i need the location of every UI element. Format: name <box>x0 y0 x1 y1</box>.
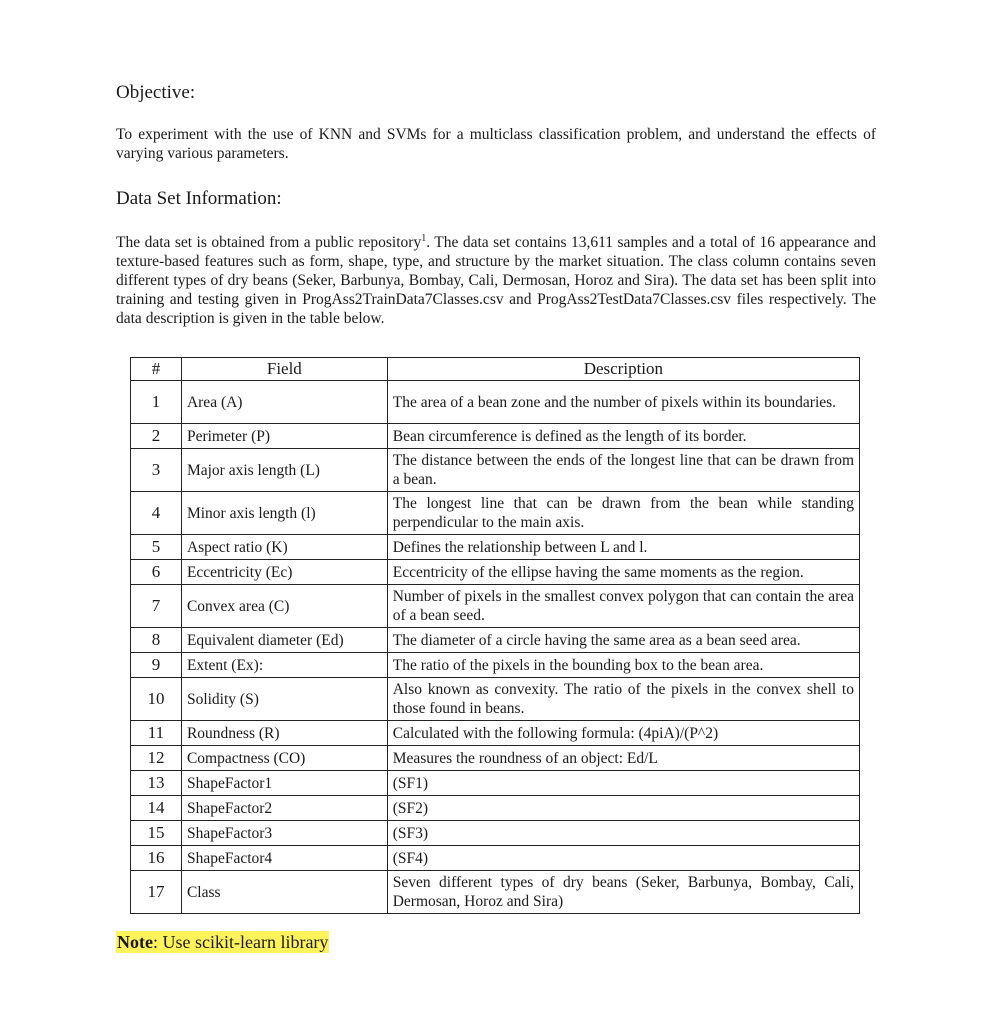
row-field: Solidity (S) <box>181 678 387 721</box>
table-row <box>131 492 860 535</box>
row-number: 8 <box>131 628 182 653</box>
row-field: Class <box>181 871 387 914</box>
table-row <box>131 628 860 653</box>
row-description: Seven different types of dry beans (Seker, Barbunya, Bombay, Cali, Dermosan, Horoz and Sira) <box>387 871 859 914</box>
note-label: Note <box>117 932 153 952</box>
table-row <box>131 535 860 560</box>
row-number: 5 <box>131 535 182 560</box>
header-description: Description <box>387 358 859 381</box>
header-number: # <box>131 358 182 381</box>
row-number: 2 <box>131 424 182 449</box>
table-row <box>131 381 860 424</box>
table-row <box>131 821 860 846</box>
row-description: (SF2) <box>387 796 859 821</box>
row-field: ShapeFactor2 <box>181 796 387 821</box>
footnote-marker: 1 <box>421 232 427 244</box>
row-field: Aspect ratio (K) <box>181 535 387 560</box>
row-number: 3 <box>131 449 182 492</box>
row-field: Extent (Ex): <box>181 653 387 678</box>
dataset-text-part-2: . The data set contains 13,611 samples and a total of 16 appearance and texture-based features such as form, shape, type, and structure by the market situation. The class column contains seven different types of dry beans (Seker, Barbunya, Bombay, Cali, Dermosan, Horoz and Sira). The data set has been split into training and testing given in ProgAss2TrainData7Classes.csv and ProgAss2TestData7Classes.csv files respectively. The data description is given in the table below. <box>116 234 876 327</box>
row-description: The longest line that can be drawn from the bean while standing perpendicular to the main axis. <box>387 492 859 535</box>
row-field: Compactness (CO) <box>181 746 387 771</box>
table-row <box>131 746 860 771</box>
objective-heading: Objective: <box>116 82 196 103</box>
row-field: Equivalent diameter (Ed) <box>181 628 387 653</box>
objective-text: To experiment with the use of KNN and SVMs for a multiclass classification problem, and understand the effects of varying various parameters. <box>116 126 876 162</box>
row-description: Also known as convexity. The ratio of the pixels in the convex shell to those found in beans. <box>387 678 859 721</box>
row-number: 12 <box>131 746 182 771</box>
row-description: Bean circumference is defined as the length of its border. <box>387 424 859 449</box>
row-description: The area of a bean zone and the number of pixels within its boundaries. <box>387 381 859 424</box>
table-row <box>131 449 860 492</box>
row-field: Area (A) <box>181 381 387 424</box>
note-highlight <box>116 931 329 953</box>
dataset-info-text <box>116 233 876 328</box>
row-description: (SF1) <box>387 771 859 796</box>
row-description: Defines the relationship between L and l. <box>387 535 859 560</box>
row-field: Convex area (C) <box>181 585 387 628</box>
row-description: Measures the roundness of an object: Ed/L <box>387 746 859 771</box>
row-field: Major axis length (L) <box>181 449 387 492</box>
row-number: 1 <box>131 381 182 424</box>
row-number: 16 <box>131 846 182 871</box>
row-field: ShapeFactor1 <box>181 771 387 796</box>
row-description: (SF3) <box>387 821 859 846</box>
note-text: : Use scikit-learn library <box>152 932 329 952</box>
row-field: Perimeter (P) <box>181 424 387 449</box>
table-row <box>131 796 860 821</box>
row-field: ShapeFactor4 <box>181 846 387 871</box>
table-row <box>131 771 860 796</box>
row-description: (SF4) <box>387 846 859 871</box>
row-field: Minor axis length (l) <box>181 492 387 535</box>
row-description: The diameter of a circle having the same area as a bean seed area. <box>387 628 859 653</box>
table-row <box>131 871 860 914</box>
row-number: 17 <box>131 871 182 914</box>
table-row <box>131 653 860 678</box>
row-number: 6 <box>131 560 182 585</box>
row-number: 9 <box>131 653 182 678</box>
row-description: The ratio of the pixels in the bounding box to the bean area. <box>387 653 859 678</box>
row-description: Eccentricity of the ellipse having the same moments as the region. <box>387 560 859 585</box>
row-description: Number of pixels in the smallest convex polygon that can contain the area of a bean seed. <box>387 585 859 628</box>
table-header-row <box>131 358 860 381</box>
table-row <box>131 678 860 721</box>
row-field: Roundness (R) <box>181 721 387 746</box>
table-row <box>131 585 860 628</box>
row-description: Calculated with the following formula: (4piA)/(P^2) <box>387 721 859 746</box>
table-row <box>131 846 860 871</box>
features-table <box>130 357 860 914</box>
row-number: 14 <box>131 796 182 821</box>
dataset-info-heading: Data Set Information: <box>116 188 282 209</box>
row-number: 10 <box>131 678 182 721</box>
header-field: Field <box>181 358 387 381</box>
row-number: 15 <box>131 821 182 846</box>
table-row <box>131 721 860 746</box>
row-number: 7 <box>131 585 182 628</box>
dataset-text-part-1: The data set is obtained from a public repository <box>116 234 422 251</box>
row-number: 13 <box>131 771 182 796</box>
row-field: Eccentricity (Ec) <box>181 560 387 585</box>
row-number: 11 <box>131 721 182 746</box>
row-description: The distance between the ends of the longest line that can be drawn from a bean. <box>387 449 859 492</box>
table-row <box>131 424 860 449</box>
row-field: ShapeFactor3 <box>181 821 387 846</box>
table-row <box>131 560 860 585</box>
row-number: 4 <box>131 492 182 535</box>
